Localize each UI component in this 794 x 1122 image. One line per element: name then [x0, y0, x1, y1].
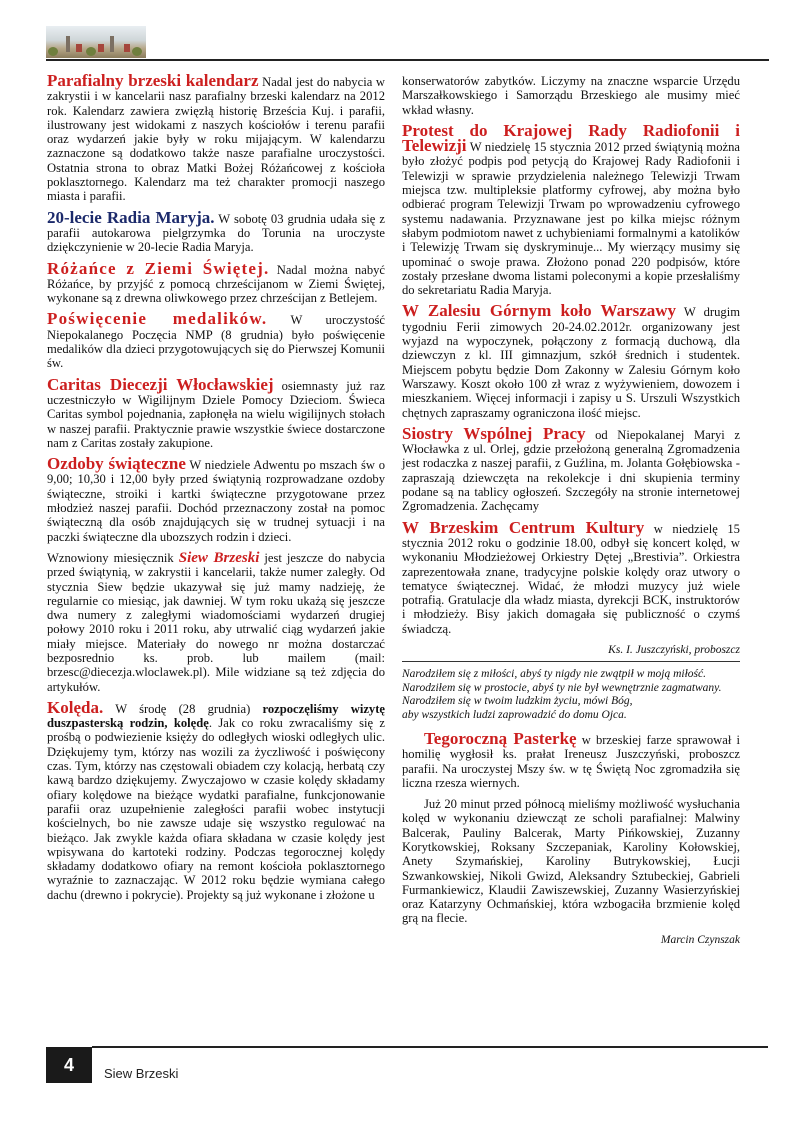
article-pasterka — [402, 728, 740, 790]
heading-rozance: Różańce z Ziemi Świętej. — [47, 258, 270, 278]
heading-medaliki: Poświęcenie medalików. — [47, 309, 268, 329]
text-koleda: . Jak co roku zwracaliśmy się z prośbą o podwiezienie księży do odległych wioski odległych ulic. Dziękujemy tym, którzy nas wozili za życzliwość i poświęcony czas. Tym, którzy nas częstowali obiadem czy kolacją, herbatą czy kawą bardzo dziękujemy. Zwyczajowo w czasie kolędy składamy ofiary kolędowe na bieżące wydatki parafialne, funkcjonowanie parafii oraz uzupełnienie zaległości parafii wobec instytucji kościelnych, bo nie zawsze udaje się wszystko regulować na bieżąco. Jak zwykle każda ofiara składana w czasie kolędy jest wpisywana do kartoteki rodziny. Podczas tegorocznej kolędy składamy dodatkowo ofiary na remont kościoła poklasztornego wyraźnie to zaznaczając. W 2012 roku będzie wymiana całego dachu (drewno i pokrycie). Projekty są już wykonane i złożone u — [47, 716, 385, 902]
magazine-name: Siew Brzeski — [104, 1066, 179, 1081]
roof-shape — [76, 44, 82, 52]
heading-protest: Protest do Krajowej Rady Radiofonii i Telewizji — [402, 120, 740, 156]
text-radio: W sobotę 03 grudnia udała się z parafii autokarowa pielgrzymka do Torunia na uroczyste dziękczynienie w 20-lecie Radia Maryja. — [47, 211, 385, 255]
article-rozance — [47, 258, 386, 306]
article-caritas — [47, 374, 385, 450]
article-bck — [402, 517, 740, 636]
heading-kalendarz: Parafialny brzeski kalendarz — [47, 71, 259, 90]
article-siostry — [402, 423, 740, 514]
signature-proboszcz: Ks. I. Juszczyński, proboszcz — [608, 643, 740, 656]
text-koleda-bold: rozpoczęliśmy wizytę duszpasterską rodzin, kolędę — [47, 701, 385, 731]
text-bck: w niedzielę 15 stycznia 2012 roku o godzinie 18.00, odbył się koncert kolęd, w wykonaniu Młodzieżowej Orkiestry Dętej „Brestivia”. Orkiestra zaprezentowała znane, tradycyjne polskie kolędy oraz utwory o tematyce świątecznej. Widać, że młodzi muzycy już wiele potrafią. Gratulacje dla władz miasta, dyrekcji BCK, instruktorów i młodzieży. Bisy jakich domagała się publiczność o czymś świadczą. — [402, 521, 740, 636]
header-rule — [46, 59, 769, 61]
article-kalendarz — [47, 71, 385, 204]
siew-brzeski-brand: Siew Brzeski — [178, 549, 260, 566]
text-ozdoby: W niedziele Adwentu po mszach św o 9,00; 10,30 i 12,00 były przed świątynią rozprowadzane ozdoby świąteczne, stroiki i kartki świąteczne przygotowane przez młodzież naszej parafii. Dochód przeznaczony został na pomoc świąteczną dla osób znajdujących się w trudnej sytuacji i na paczki świąteczne dla ubozszych rodzin i dzieci. — [47, 458, 385, 544]
tree-shape — [132, 47, 142, 56]
heading-caritas: Caritas Diecezji Włocławskiej — [47, 374, 274, 394]
text-pasterka: w brzeskiej farze sprawował i homilię wygłosił ks. prałat Ireneusz Juszczyński, proboszcz parafii. Na uroczystej Mszy św. w tę Świętą Noc zgromadziła się liczna rzesza wiernych. — [402, 732, 740, 790]
right-column — [402, 74, 740, 950]
article-medaliki — [47, 309, 385, 371]
tree-shape — [86, 47, 96, 56]
article-koleda — [47, 697, 385, 902]
poem-line: Narodziłem się z miłości, abyś ty nigdy nie zwątpił w moją miłość. — [402, 668, 706, 681]
footer-rule — [92, 1046, 768, 1048]
article-siew — [47, 551, 385, 694]
poem-line: Narodziłem się w twoim ludzkim życiu, mówi Bóg, — [402, 695, 633, 708]
article-zalesie — [402, 301, 740, 420]
heading-ozdoby: Ozdoby świąteczne — [47, 454, 186, 474]
text-siew-after: jest jeszcze do nabycia przed świątynią, w zakrystii i kancelarii, także numer zaległy. Od stycznia Siew będzie ukazywał się już mamy nadzieję, że regularnie co miesiąc, jak dawniej. W tym roku ukażą się jeszcze dwa numery z zaległymi wiadomościami wydarzeń drugiej połowy 2010 roku i 2011 roku, aby utrwalić ciąg wydarzeń jakie miały miejsce. Materiały do nowego nr można dostarczać bezposrednio ks. prob. lub mailem (mail: brzesc@diecezja.wloclawek.pl). Mile widziane są też zdjęcia do artykułów. — [47, 550, 386, 694]
church-tower-shape — [110, 36, 114, 52]
article-ozdoby — [47, 454, 385, 544]
text-koleda-pre: W środę (28 grudnia) — [103, 701, 263, 716]
heading-pasterka: Tegoroczną Pasterkę — [424, 728, 577, 748]
left-column — [47, 71, 386, 909]
poem-line: aby wszystkich ludzi zaprowadzić do domu Ojca. — [402, 708, 627, 721]
heading-zalesie: W Zalesiu Górnym koło Warszawy — [402, 301, 677, 321]
heading-radio: 20-lecie Radia Maryja. — [47, 207, 215, 227]
text-siostry: od Niepokalanej Maryi z Włocławka z ul. Orlej, gdzie przełożoną generalną Zgromadzenia jest rodaczka z naszej parafii, z Guźlina, m. Jolanta Gołębiowska - zapraszają dziewczęta na rekolekcje i dni skupienia terminy podane są na tablicy ogłoszeń. Szczegóły na stronie internetowej Zgromadzenia. Zachęcamy — [402, 427, 740, 514]
article-konserwatorzy: konserwatorów zabytków. Liczymy na znaczne wsparcie Urzędu Marszałkowskiego i Samorządu Brzeskiego ale musimy mieć wkład własny. — [402, 74, 740, 117]
poem-block — [402, 668, 740, 722]
text-protest: W niedzielę 15 stycznia 2012 przed świątynią można było złożyć podpis pod petycją do Krajowej Rady Radiofonii i Telewizji w sprawie przydzielenia należnego Telewizji Trwam miejsca tzw. multipleksie platformy cyfrowej, aby można było odbierać program Telewizji Trwam po wprowadzeniu cyfrowego systemu nadawania. Przyznawane jest po kilka miejsc różnym słabym podmiotom nawet z uchybieniami formalnymi a katolików i Telewizję Trwam się dyskryminuje... My wierzący musimy się upominać o swoje prawa. Złożono ponad 220 podpisów, które zostały przesłane dwoma listami poleconymi a kopie przesłaliśmy do sekretariatu Radia Maryja. — [402, 140, 740, 298]
divider-line — [402, 661, 740, 662]
roof-shape — [98, 44, 104, 52]
page-number: 4 — [46, 1047, 92, 1083]
header-banner-image — [46, 26, 146, 58]
text-siew-before: Wznowiony miesięcznik — [47, 550, 179, 565]
article-protest — [402, 120, 740, 298]
church-tower-shape — [66, 36, 70, 52]
tree-shape — [48, 47, 58, 56]
heading-bck: W Brzeskim Centrum Kultury — [402, 517, 645, 537]
article-radio — [47, 207, 385, 255]
heading-koleda: Kolęda. — [47, 697, 104, 717]
article-pasterka-2: Już 20 minut przed północą mieliśmy możliwość wysłuchania kolęd w wykonaniu dziewcząt ze scholi parafialnej: Malwiny Balcerak, Pauliny Balcerak, Marty Pińkowskiej, Zuzanny Korytkowskiej, Roksany Szczepaniak, Karoliny Kołowskiej, Anety Szymańskiej, Karoliny Butrykowskiej, Łucji Szwankowskiej, Nikoli Gwizd, Aleksandry Sztubeckiej, Gabrieli Furmankiewicz, Klaudii Zawiszewskiej, Zuzanny Wasierzyńskiej oraz Katarzyny Ochmańskiej, która wzbogaciła brzmienie kolęd grą na flecie. — [402, 797, 740, 926]
text-zalesie: W drugim tygodniu Ferii zimowych 20-24.02.2012r. organizowany jest wyjazd na wypoczynek, połączony z formacją duchową, dla dziewczyn z kl. III gimnazjum, szkół średnich i studentek. Miejscem pobytu będzie Dom Zakonny w Zalesiu Górnym koło Warszawy. Koszt około 100 zł wraz z wyżywieniem, dowozem i mieszkaniem. Więcej informacji i zapisy u S. Urszuli Wszystkich chętnych zapraszamy ograniczona ilość miejsc. — [402, 305, 740, 420]
text-medaliki: W uroczystość Niepokalanego Poczęcia NMP (8 grudnia) było poświęcenie medalików dla dzieci przygotowujących się do Pierwszej Komunii św. — [47, 313, 385, 371]
text-kalendarz: Nadal jest do nabycia w zakrystii i w kancelarii nasz parafialny brzeski kalendarz na 2012 rok. Kalendarz zawiera zwięzłą historię Brześcia Kuj. i parafii, ilustrowany jest widokami z naszych kościołów i terenu parafii oraz wydarzeń jakie były w roku mijającym. W kalendarzu zaznaczone są dodatkowo także nasze parafialne uroczystości. Ostatnia strona to obraz Matki Bożej Różańcowej z kościoła poklasztornego. Kalendarz ma też charakter promocji naszego miasta i parafii. — [47, 75, 385, 204]
roof-shape — [124, 44, 130, 52]
text-caritas: osiemnasty już raz uczestniczyło w Wigilijnym Dziele Pomocy Dzieciom. Świeca Caritas symbol pojednania, zapłonęła na wielu wigilijnych stołach w naszej parafii. Praktycznie prawie wszystkie świece dostarczone nam z Caritas zostały zakupione. — [47, 378, 385, 450]
text-rozance: Nadal można nabyć Różańce, by przyjść z pomocą chrześcijanom w Ziemi Świętej, wykonane są z drewna oliwkowego przez chrześcijan z Betlejem. — [47, 262, 386, 306]
signature-czynszak: Marcin Czynszak — [660, 933, 740, 946]
heading-siostry: Siostry Wspólnej Pracy — [402, 423, 586, 443]
poem-line: Narodziłem się w prostocie, abyś ty nie był wewnętrznie zagmatwany. — [402, 681, 722, 694]
